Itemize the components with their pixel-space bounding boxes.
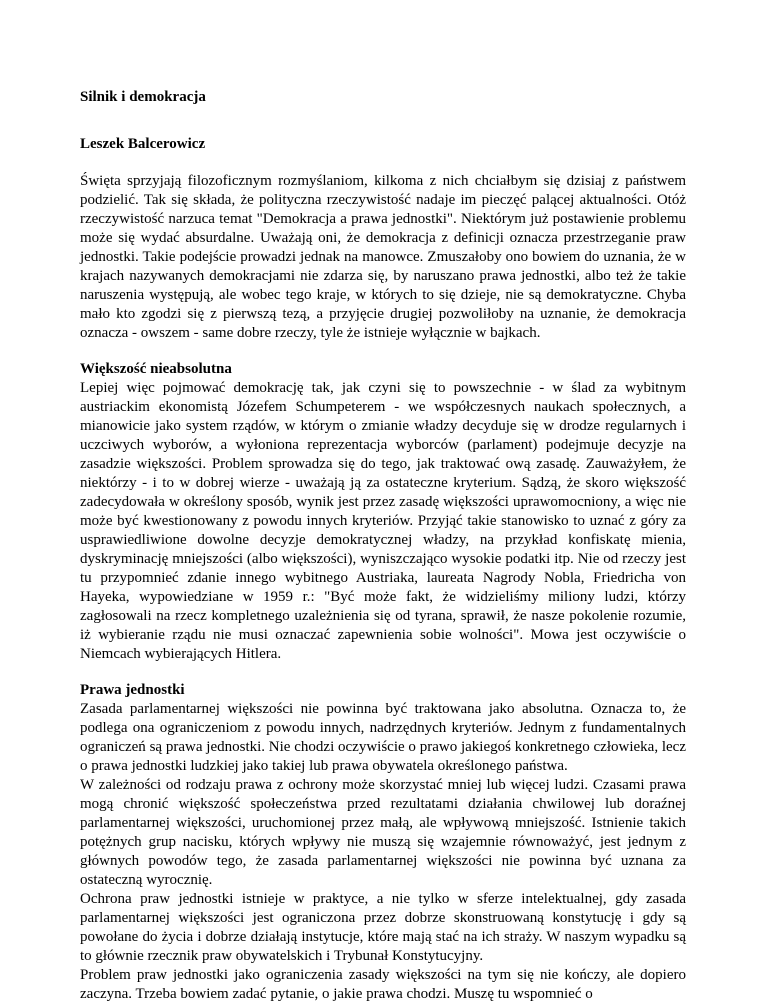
document-page [80, 88, 686, 1004]
section-individual-rights [80, 681, 686, 1004]
section-paragraph: Lepiej więc pojmować demokrację tak, jak czyni się to powszechnie - w ślad za wybitnym austriackim ekonomistą Józefem Schumpeterem - we współczesnych naukach społecznych, a mianowicie jako system rządów, w którym o zmianie władzy decyduje się w drodze regularnych i uczciwych wyborów, a wyłoniona reprezentacja wyborców (parlament) podejmuje decyzje na zasadzie większości. Problem sprowadza się do tego, jak traktować ową zasadę. Zauważyłem, że niektórzy - i to w dobrej wierze - uważają ją za ostateczne kryterium. Sądzą, że skoro większość zadecydowała w określony sposób, wynik jest przez zasadę większości uprawomocniony, a więc nie może być kwestionowany z powodu innych kryteriów. Przyjąć takie stanowisko to uznać z góry za usprawiedliwione dowolne decyzje demokratycznej władzy, na przykład konfiskatę mienia, dyskryminację mniejszości (albo większości), wyniszczająco wysokie podatki itp. Nie od rzeczy jest tu przypomnieć zdanie innego wybitnego Austriaka, laureata Nagrody Nobla, Friedricha von Hayeka, wypowiedziane w 1959 r.: "Być może fakt, że widzieliśmy miliony ludzi, którzy zagłosowali na rzecz kompletnego uzależnienia się od tyrana, sprawił, że nasze pokolenie rozumie, iż wybieranie rządu nie musi oznaczać zapewnienia sobie wolności". Mowa jest oczywiście o Niemcach wybierających Hitlera. [80, 380, 686, 662]
section-majority [80, 360, 686, 664]
intro-paragraph: Święta sprzyjają filozoficznym rozmyślaniom, kilkoma z nich chciałbym się dzisiaj z państwem podzielić. Tak się składa, że polityczna rzeczywistość nadaje im pieczęć palącej aktualności. Otóż rzeczywistość narzuca temat "Demokracja a prawa jednostki". Niektórym już postawienie problemu może się wydać absurdalne. Uważają oni, że demokracja z definicji oznacza przestrzeganie praw jednostki. Takie podejście prowadzi jednak na manowce. Zmuszałoby ono bowiem do uznania, że w krajach nazywanych demokracjami nie zdarza się, by naruszano prawa jednostki, albo też że takie naruszenia występują, ale wobec tego kraje, w których to się dzieje, nie są demokratyczne. Chyba mało kto zgodzi się z pierwszą tezą, a przyjęcie drugiej pozwoliłoby na uznanie, że demokracja oznacza - owszem - same dobre rzeczy, tyle że istnieje wyłącznie w bajkach. [80, 173, 686, 341]
section-paragraph: Ochrona praw jednostki istnieje w praktyce, a nie tylko w sferze intelektualnej, gdy zasada parlamentarnej większości jest ograniczona przez dobrze skonstruowaną konstytucję i gdy są powołane do życia i dobrze działają instytucje, które mają stać na ich straży. W naszym wypadku są to głównie rzecznik praw obywatelskich i Trybunał Konstytucyjny. [80, 891, 686, 964]
document-title: Silnik i demokracja [80, 89, 206, 105]
section-paragraph: W zależności od rodzaju prawa z ochrony może skorzystać mniej lub więcej ludzi. Czasami prawa mogą chronić większość społeczeństwa przed rezultatami działania chwilowej lub doraźnej parlamentarnej większości, uruchomionej przez małą, ale wpływową mniejszość. Istnienie takich potężnych grup nacisku, których wpływy nie muszą się wzajemnie równoważyć, jest jednym z głównych powodów tego, że zasada parlamentarnej większości nie powinna być uznana za ostateczną wyrocznię. [80, 777, 686, 888]
section-heading: Prawa jednostki [80, 682, 185, 698]
section-paragraph: Problem praw jednostki jako ograniczenia zasady większości na tym się nie kończy, ale dopiero zaczyna. Trzeba bowiem zadać pytanie, o jakie prawa chodzi. Muszę tu wspomnieć o [80, 967, 686, 1002]
document-author: Leszek Balcerowicz [80, 136, 206, 152]
section-paragraph: Zasada parlamentarnej większości nie powinna być traktowana jako absolutna. Oznacza to, że podlega ona ograniczeniom z powodu innych, nadrzędnych kryteriów. Jednym z fundamentalnych ograniczeń są prawa jednostki. Nie chodzi oczywiście o prawo jakiegoś konkretnego człowieka, lecz o prawa jednostki ludzkiej jako takiej lub prawa obywatela określonego państwa. [80, 701, 686, 774]
section-heading: Większość nieabsolutna [80, 361, 232, 377]
